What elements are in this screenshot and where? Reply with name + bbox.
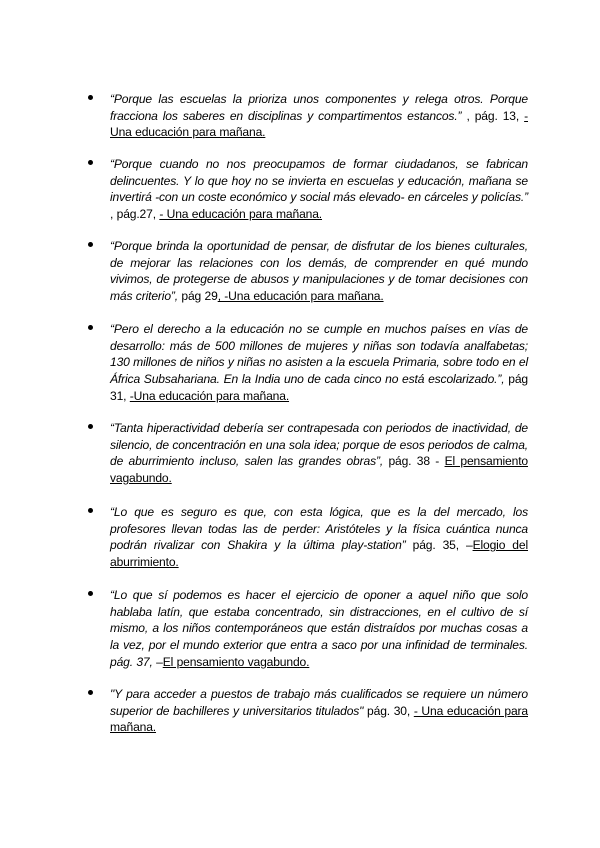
- page-reference: , pág.27,: [110, 207, 160, 222]
- book-title-link[interactable]: - Una educación para mañana.: [110, 703, 528, 735]
- bullet: [88, 242, 93, 247]
- bullet: [88, 160, 93, 165]
- quote-paragraph: [110, 91, 528, 141]
- quote-text: “Porque cuando no nos preocupamos de formar ciudadanos, se fabrican delincuentes. Y lo que hoy no se invierta en escuelas y educación, mañana se invertirá -con un coste económico y social más elevado- en cárceles y policías.”: [110, 157, 528, 205]
- page-reference: –: [152, 654, 163, 669]
- page-reference: pág. 30,: [363, 703, 414, 718]
- quote-paragraph: [110, 420, 528, 487]
- book-title-link[interactable]: El pensamiento vagabundo.: [110, 454, 528, 486]
- book-title-link[interactable]: Elogio del aburrimiento.: [110, 538, 529, 570]
- quote-text: “Tanta hiperactividad debería ser contrapesada con periodos de inactividad, de silencio, de concentración en una sola idea; porque de esos periodos de calma, de aburrimiento incluso, salen las grandes obras”,: [110, 421, 528, 469]
- quote-paragraph: [110, 238, 528, 305]
- quote-text: “Porque las escuelas la prioriza unos componentes y relega otros. Porque fracciona los saberes en disciplinas y compartimentos estancos.”: [110, 92, 528, 123]
- quote-paragraph: [110, 686, 528, 736]
- quote-text: "Y para acceder a puestos de trabajo más cualificados se requiere un número superior de bachilleres y universitarios titulados": [110, 687, 528, 718]
- quote-paragraph: [110, 321, 528, 405]
- quote-paragraph: [110, 156, 528, 223]
- quote-paragraph: [110, 504, 528, 571]
- quote-text: “Lo que sí podemos es hacer el ejercicio de oponer a aquel niño que solo hablaba latín, que estaba concentrado, sin distracciones, en el cultivo de sí mismo, a los niños contemporáneos que están distraídos por muchas cosas a la vez, por el mundo exterior que entra a saco por una infinidad de terminales. pág. 37,: [110, 588, 528, 669]
- page-reference: pág 31,: [110, 372, 528, 403]
- page-reference: pág. 35, –: [405, 538, 473, 553]
- quote-text: “Lo que es seguro es que, con esta lógica, que es la del mercado, los profesores llevan todas las de perder: Aristóteles y la física cuántica nunca podrán rivalizar con Shakira y la última play-station”: [110, 505, 528, 553]
- bullet: [88, 95, 93, 100]
- page-reference: pág. 38 -: [383, 454, 445, 469]
- quote-text: “Pero el derecho a la educación no se cumple en muchos países en vías de desarrollo: más de 500 millones de mujeres y niñas son todavía analfabetas; 130 millones de niños y niñas no asisten a la escuela Primaria, sobre todo en el África Subsahariana. En la India uno de cada cinco no está escolarizado.”,: [110, 322, 528, 387]
- bullet: [88, 591, 93, 596]
- quote-paragraph: [110, 587, 528, 671]
- book-title-link[interactable]: - Una educación para mañana.: [159, 207, 323, 222]
- bullet: [88, 424, 93, 429]
- page-reference: , pág. 13,: [461, 108, 525, 123]
- book-title-link[interactable]: , -Una educación para mañana.: [217, 289, 384, 304]
- book-title-link[interactable]: - Una educación para mañana.: [110, 108, 528, 140]
- book-title-link[interactable]: El pensamiento vagabundo.: [162, 654, 310, 669]
- bullet: [88, 325, 93, 330]
- page-reference: pág 29: [177, 289, 218, 304]
- bullet: [88, 508, 93, 513]
- book-title-link[interactable]: -Una educación para mañana.: [129, 388, 290, 403]
- quote-text: “Porque brinda la oportunidad de pensar, de disfrutar de los bienes culturales, de mejorar las relaciones con los demás, de comprender en qué mundo vivimos, de protegerse de abusos y manipulaciones y de tomar decisiones con más criterio”,: [110, 239, 528, 304]
- bullet: [88, 690, 93, 695]
